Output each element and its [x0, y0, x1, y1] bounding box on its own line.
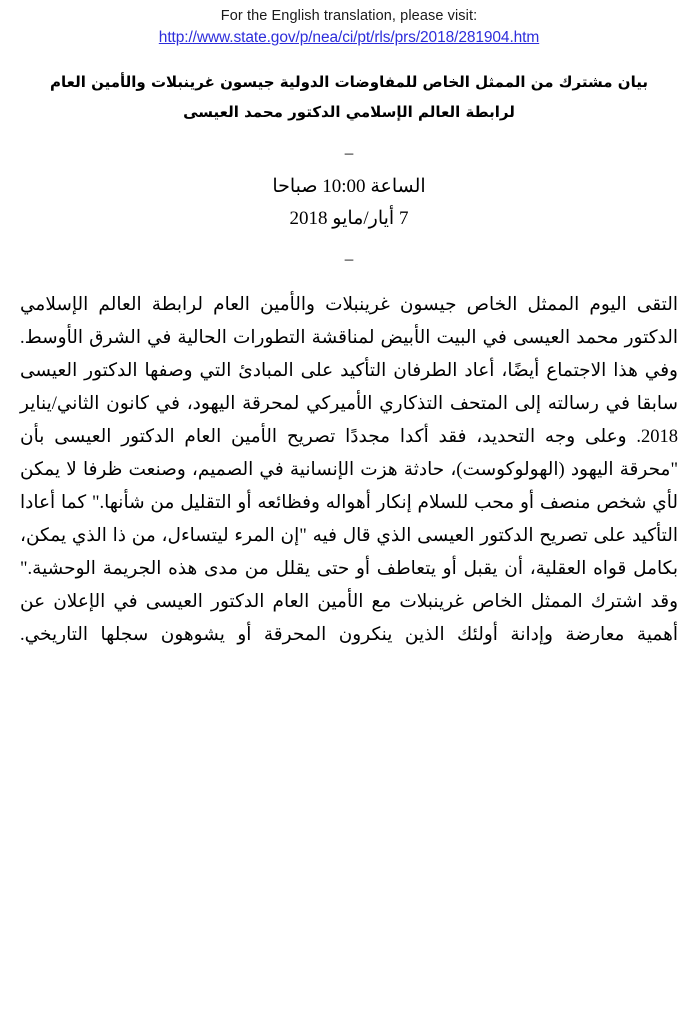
dateline-date: 7 أيار/مايو 2018: [289, 208, 409, 229]
translation-notice: [0, 0, 698, 49]
dateline: [0, 171, 698, 235]
statement-paragraph: التقى اليوم الممثل الخاص جيسون غرينبلات والأمين العام لرابطة العالم الإسلامي الدكتور محمد العيسى في البيت الأبيض لمناقشة التطورات الحالية في الشرق الأوسط. وفي هذا الاجتماع أيضًا، أعاد الطرفان التأكيد على المبادئ التي وصفها الدكتور العيسى سابقا في رسالته إلى المتحف التذكاري الأميركي لمحرقة اليهود، في كانون الثاني/يناير 2018. وعلى وجه التحديد، فقد أكدا مجددًا تصريح الأمين العام الدكتور العيسى بأن "محرقة اليهود (الهولوكوست)، حادثة هزت الإنسانية في الصميم، وصنعت ظرفا لا يمكن لأي شخص منصف أو محب للسلام إنكار أهواله وفظائعه أو التقليل من شأنها." كما أعادا التأكيد على تصريح الدكتور العيسى الذي قال فيه "إن المرء ليتساءل، من ذا الذي يمكن، بكامل قواه العقلية، أن يقبل أو يتعاطف أو حتى يقلل من مدى هذه الجريمة الوحشية." وقد اشترك الممثل الخاص غرينبلات مع الأمين العام الدكتور العيسى في الإعلان عن أهمية معارضة وإدانة أولئك الذين ينكرون المحرقة أو يشوهون سجلها التاريخي.: [20, 295, 678, 645]
dateline-time: الساعة 10:00 صباحا: [272, 176, 426, 197]
english-translation-link[interactable]: http://www.state.gov/p/nea/ci/pt/rls/prs/2018/281904.htm: [158, 29, 540, 46]
separator-dash-bottom: –: [344, 249, 354, 268]
page-title: بيان مشترك من الممثل الخاص للمفاوضات الدولية جيسون غرينبلات والأمين العام لرابطة العالم الإسلامي الدكتور محمد العيسى: [50, 73, 648, 121]
translation-notice-text: For the English translation, please visit:: [220, 8, 478, 24]
body-container: [20, 289, 678, 685]
separator-dash-top: –: [344, 143, 354, 162]
